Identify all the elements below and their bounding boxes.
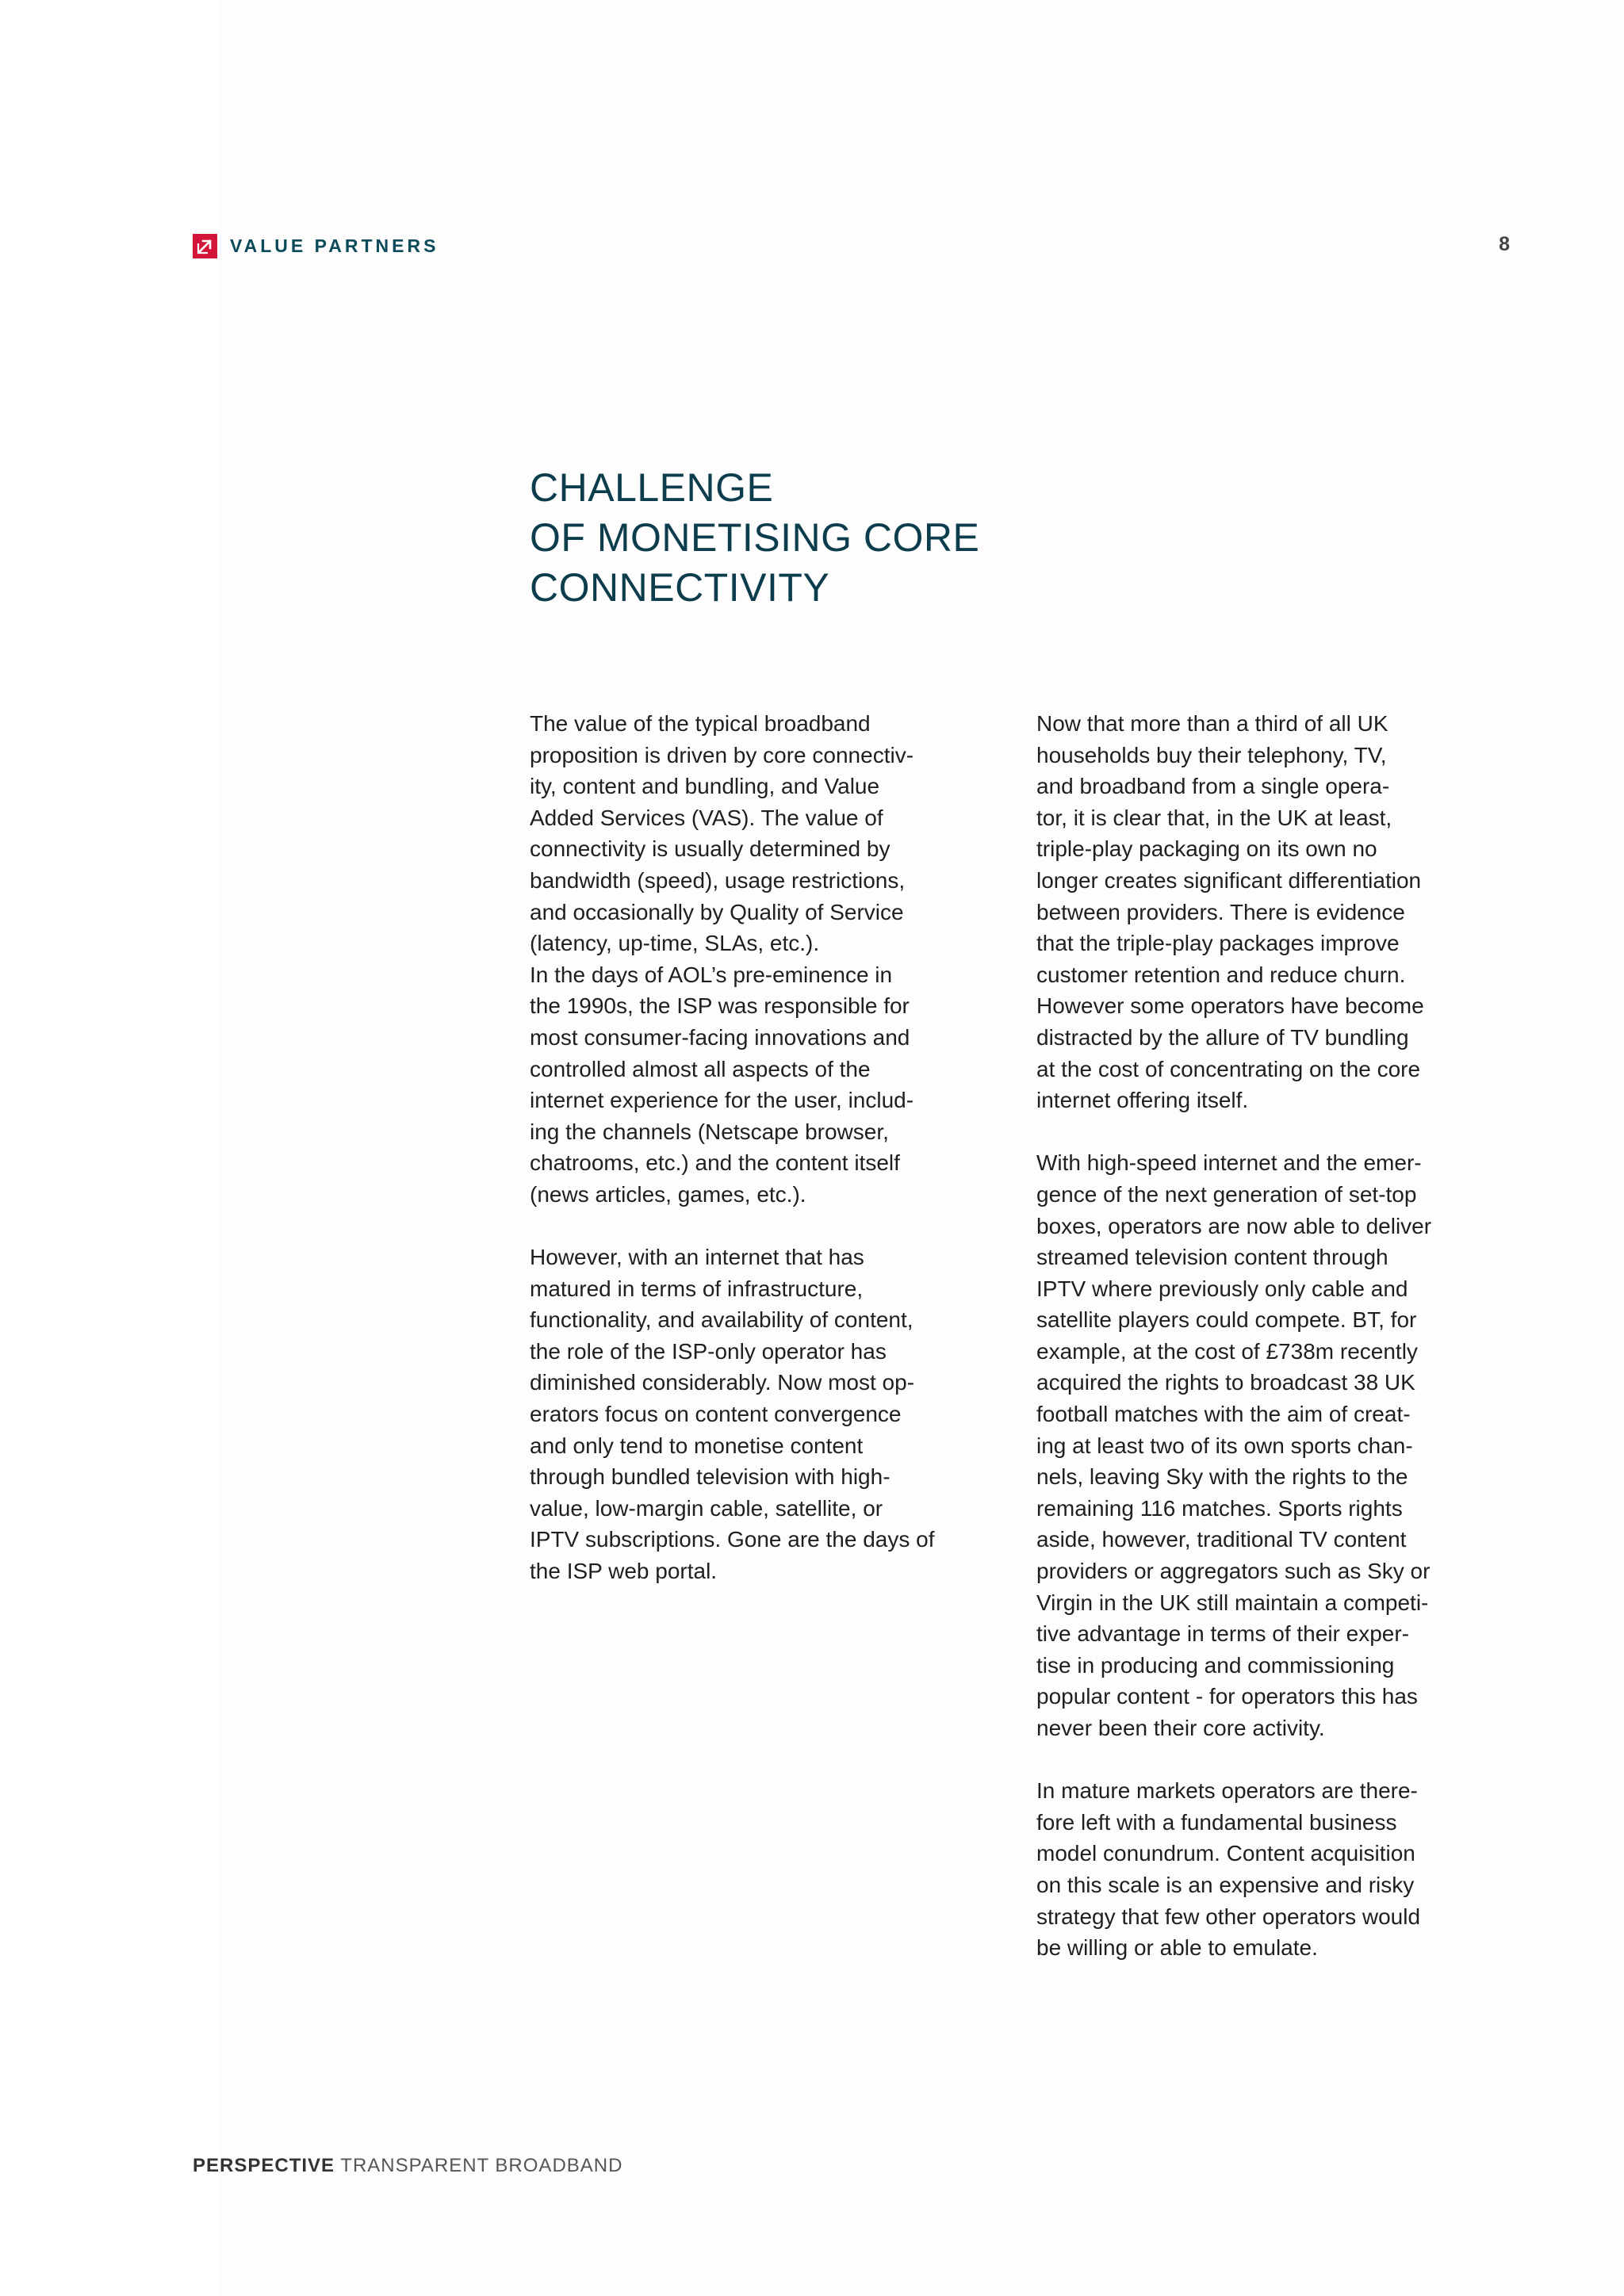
title-line-2: OF MONETISING CORE [530, 515, 980, 560]
title-line-3: CONNECTIVITY [530, 565, 830, 610]
paragraph: With high-speed internet and the emer- gence of the next generation of set-top boxes, operators are now able to deliver streamed television content through IPTV where previously only cable and satellite players could compete. BT, for example, at the cost of £738m recently acquired the rights to broadcast 38 UK football matches with the aim of creat- ing at least two of its own sports chan- nels, leaving Sky with the rights to the remaining 116 matches. Sports rights aside, however, traditional TV content providers or aggregators such as Sky or Virgin in the UK still maintain a competi- tive advantage in terms of their exper- tise in producing and commissioning popular content - for operators this has never been their core activity. [1036, 1150, 1432, 1740]
arrow-up-right-icon [193, 234, 217, 258]
page-title [530, 463, 979, 613]
footer-label: PERSPECTIVE [193, 2155, 335, 2176]
paragraph: Now that more than a third of all UK households buy their telephony, TV, and broadband from a single opera- tor, it is clear that, in the UK at least, triple-play packaging on its own no longer creates significant differentiation between providers. There is evidence that the triple-play packages improve customer retention and reduce churn. However some operators have become distracted by the allure of TV bundling at the cost of concentrating on the core internet offering itself. [1036, 711, 1424, 1113]
page-header [193, 232, 439, 260]
brand-name: VALUE PARTNERS [230, 235, 439, 256]
body-column-right [1036, 708, 1512, 1964]
page-footer [193, 2155, 622, 2177]
paragraph: However, with an internet that has matured in terms of infrastructure, functionality, and availability of content, the role of the ISP-only operator has diminished considerably. Now most op- erators focus on content convergence and only tend to monetise content through bundled television with high- value, low-margin cable, satellite, or IPTV subscriptions. Gone are the days of the ISP web portal. [530, 1245, 935, 1584]
page-number: 8 [1499, 233, 1510, 255]
paragraph: The value of the typical broadband proposition is driven by core connectiv- ity, content and bundling, and Value Added Services (VAS). The value of connectivity is usually determined by bandwidth (speed), usage restrictions, and occasionally by Quality of Service (latency, up-time, SLAs, etc.). [530, 711, 914, 956]
footer-title: TRANSPARENT BROADBAND [335, 2155, 623, 2176]
page-margin [0, 0, 218, 2296]
body-column-left [530, 708, 1005, 1587]
paragraph: In the days of AOL’s pre-eminence in the 1990s, the ISP was responsible for most consumer-facing innovations and controlled almost all aspects of the internet experience for the user, includ- ing the channels (Netscape browser, chatrooms, etc.) and the content itself (news articles, games, etc.). [530, 962, 914, 1207]
paragraph: In mature markets operators are there- fore left with a fundamental business model conundrum. Content acquisition on this scale is an expensive and risky strategy that few other operators would be willing or able to emulate. [1036, 1778, 1421, 1961]
title-line-1: CHALLENGE [530, 465, 774, 510]
